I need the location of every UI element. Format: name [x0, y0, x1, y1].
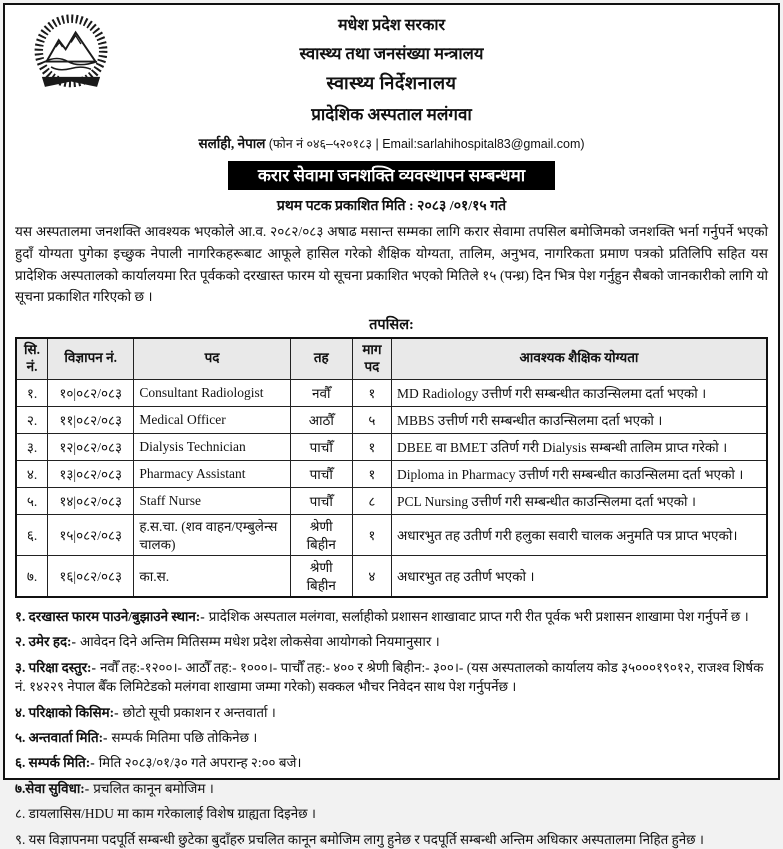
note-item [15, 753, 768, 772]
column-header-advertisement-no: विज्ञापन नं. [48, 338, 134, 379]
note-label: ३. परिक्षा दस्तुर:- [15, 660, 96, 675]
serial-number-cell: ४. [16, 460, 48, 487]
demand-count-cell: ८ [352, 487, 391, 514]
table-row [16, 487, 767, 514]
table-row [16, 406, 767, 433]
column-header-level: तह [290, 338, 352, 379]
demand-count-cell: ५ [352, 406, 391, 433]
post-name-cell: Dialysis Technician [134, 433, 290, 460]
note-label: २. उमेर हद:- [15, 634, 76, 649]
note-item [15, 728, 768, 747]
serial-number-cell: ३. [16, 433, 48, 460]
note-item [15, 779, 768, 798]
directorate-name: स्वास्थ्य निर्देशनालय [15, 64, 768, 95]
column-header-demand: माग पद [352, 338, 391, 379]
level-cell: पाचौँ [290, 487, 352, 514]
advertisement-number-cell: १५|०८२/०८३ [48, 514, 134, 555]
vacancy-table [15, 337, 768, 598]
note-text: छोटो सूची प्रकाशन र अन्तवार्ता । [123, 705, 276, 720]
note-label: ५. अन्तवार्ता मिति:- [15, 730, 108, 745]
column-header-serial: सि. नं. [16, 338, 48, 379]
level-cell: श्रेणी बिहीन [290, 514, 352, 555]
note-label: ६. सम्पर्क मिति:- [15, 755, 95, 770]
ministry-name: स्वास्थ्य तथा जनसंख्या मन्त्रालय [15, 35, 768, 64]
government-name: मधेश प्रदेश सरकार [15, 9, 768, 35]
hospital-name: प्रादेशिक अस्पताल मलंगवा [15, 95, 768, 125]
qualification-cell: MD Radiology उत्तीर्ण गरी सम्बन्धीत काउन्सिलमा दर्ता भएको । [391, 379, 767, 406]
demand-count-cell: १ [352, 379, 391, 406]
note-text: मिति २०८३/०१/३० गते अपरान्ह २:०० बजे। [99, 755, 302, 770]
post-name-cell: Staff Nurse [134, 487, 290, 514]
post-name-cell: Medical Officer [134, 406, 290, 433]
qualification-cell: Diploma in Pharmacy उत्तीर्ण गरी सम्बन्धीत काउन्सिलमा दर्ता भएको । [391, 460, 767, 487]
note-item [15, 607, 768, 626]
serial-number-cell: ६. [16, 514, 48, 555]
note-text: प्रादेशिक अस्पताल मलंगवा, सर्लाहीको प्रशासन शाखावाट प्राप्त गरी रीत पूर्वक भरी प्रशासन शाखामा पेश गर्नुपर्ने छ । [209, 609, 749, 624]
note-label: ४. परिक्षाको किसिम:- [15, 705, 119, 720]
qualification-cell: DBEE वा BMET उतिर्ण गरी Dialysis सम्बन्धी तालिम प्राप्त गरेको । [391, 433, 767, 460]
column-header-post: पद [134, 338, 290, 379]
serial-number-cell: २. [16, 406, 48, 433]
note-item [15, 830, 768, 849]
post-name-cell: ह.स.चा. (शव वाहन/एम्बुलेन्स चालक) [134, 514, 290, 555]
hospital-address: सर्लाही, नेपाल [198, 136, 265, 151]
demand-count-cell: १ [352, 514, 391, 555]
nepal-government-emblem-icon [25, 11, 117, 103]
serial-number-cell: ७. [16, 555, 48, 597]
qualification-cell: PCL Nursing उत्तीर्ण गरी सम्बन्धीत काउन्सिलमा दर्ता भएको । [391, 487, 767, 514]
table-row [16, 514, 767, 555]
level-cell: पाचौँ [290, 433, 352, 460]
qualification-cell: MBBS उत्तीर्ण गरी सम्बन्धीत काउन्सिलमा दर्ता भएको । [391, 406, 767, 433]
note-text: प्रचलित कानून बमोजिम । [93, 781, 214, 796]
advertisement-number-cell: १३|०८२/०८३ [48, 460, 134, 487]
demand-count-cell: १ [352, 433, 391, 460]
note-item [15, 632, 768, 651]
note-item [15, 804, 768, 823]
contact-line [15, 125, 768, 152]
advertisement-number-cell: १०|०८२/०८३ [48, 379, 134, 406]
demand-count-cell: ४ [352, 555, 391, 597]
serial-number-cell: ५. [16, 487, 48, 514]
level-cell: श्रेणी बिहीन [290, 555, 352, 597]
notice-document [3, 3, 780, 780]
advertisement-number-cell: १२|०८२/०८३ [48, 433, 134, 460]
post-name-cell: का.स. [134, 555, 290, 597]
note-item [15, 658, 768, 697]
notes-list [15, 607, 768, 849]
note-text: नवौँ तह:-१२००।- आठौँ तह:- १०००।- पाचौँ तह:- ४०० र श्रेणी बिहीन:- ३००।- (यस अस्पतालको कार्यालय कोड ३५०००१९०१२, राजश्व शिर्षक नं. १४२२९ नेपाल बैँक लिमिटेडको मलंगवा शाखामा जम्मा गरेको) सक्कल भौचर निवेदन साथ पेश गर्नुपर्नेछ । [15, 660, 763, 694]
qualification-cell: अधारभुत तह उतीर्ण भएको । [391, 555, 767, 597]
serial-number-cell: १. [16, 379, 48, 406]
advertisement-number-cell: १६|०८२/०८३ [48, 555, 134, 597]
post-name-cell: Consultant Radiologist [134, 379, 290, 406]
level-cell: आठौँ [290, 406, 352, 433]
note-text: ९. यस विज्ञापनमा पदपूर्ति सम्बन्धी छुटेका बुदाँहरु प्रचलित कानून बमोजिम लागु हुनेछ र पदपूर्ति सम्बन्धी अन्तिम अधिकार अस्पतालमा निहित हुनेछ । [15, 832, 704, 847]
table-row [16, 460, 767, 487]
post-name-cell: Pharmacy Assistant [134, 460, 290, 487]
note-text: सम्पर्क मितिमा पछि तोकिनेछ । [112, 730, 258, 745]
note-text: आवेदन दिने अन्तिम मितिसम्म मधेश प्रदेश लोकसेवा आयोगको नियमानुसार । [80, 634, 440, 649]
note-label: १. दरखास्त फारम पाउने/बुझाउने स्थान:- [15, 609, 205, 624]
note-text: ८. डायलासिस/HDU मा काम गरेकालाई विशेष ग्राह्यता दिइनेछ । [15, 806, 316, 821]
table-row [16, 379, 767, 406]
vacancy-table-header [16, 338, 767, 379]
note-label: ७.सेवा सुविधा:- [15, 781, 89, 796]
level-cell: नवौँ [290, 379, 352, 406]
table-caption: तपसिल: [15, 314, 768, 334]
letterhead [15, 9, 768, 152]
published-date: प्रथम पटक प्रकाशित मिति : २०८३ /०१/१५ गते [15, 196, 768, 215]
table-row [16, 555, 767, 597]
demand-count-cell: १ [352, 460, 391, 487]
qualification-cell: अधारभुत तह उतीर्ण गरी हलुका सवारी चालक अनुमति पत्र प्राप्त भएको। [391, 514, 767, 555]
vacancy-table-body [16, 379, 767, 597]
notice-body-paragraph: यस अस्पतालमा जनशक्ति आवश्यक भएकोले आ.व. २०८२/०८३ अषाढ मसान्त सम्मका लागि करार सेवामा तपसिल बमोजिमको जनशक्ति भर्ना गर्नुपर्ने भएको हुदाँ योग्यता पुगेका इच्छुक नेपाली नागरिकहरूबाट आफूले हासिल गरेको शैक्षिक योग्यता, तालिम, अनुभव, नागरिकता प्रमाण पत्रको प्रतिलिपि सहित यस प्रादेशिक अस्पतालको कार्यालयमा रित पूर्वकको दरखास्त फारम यो सूचना प्रकाशित भएको मितिले १५ (पन्ध्र) दिन भित्र पेश गर्नुहुन सैबको जानकारीको लागि यो सूचना प्रकाशित गरिएको छ । [15, 221, 768, 308]
column-header-qualification: आवश्यक शैक्षिक योग्यता [391, 338, 767, 379]
advertisement-number-cell: १४|०८२/०८३ [48, 487, 134, 514]
table-row [16, 433, 767, 460]
advertisement-number-cell: ११|०८२/०८३ [48, 406, 134, 433]
phone-email-text: (फोन नं ०४६–५२०१८३ | Email:sarlahihospital83@gmail.com) [269, 137, 585, 151]
note-item [15, 703, 768, 722]
notice-title-banner: करार सेवामा जनशक्ति व्यवस्थापन सम्बन्धमा [228, 161, 555, 190]
level-cell: पाचौँ [290, 460, 352, 487]
